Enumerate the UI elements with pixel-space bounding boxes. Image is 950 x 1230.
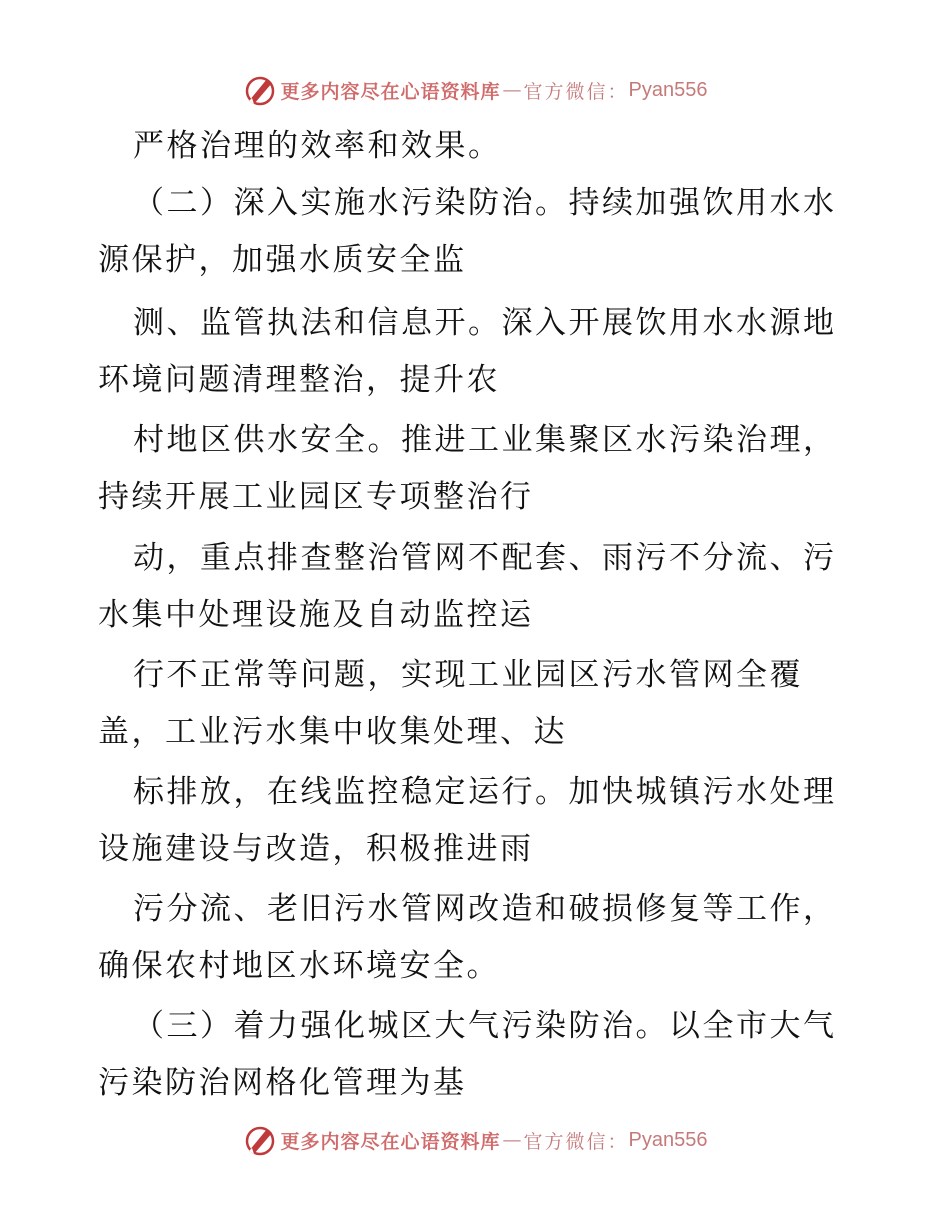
text-line: 动，重点排查整治管网不配套、雨污不分流、污 <box>133 540 837 576</box>
text-line: （三）着力强化城区大气污染防治。以全市大气 <box>133 1008 837 1044</box>
text-line: 盖，工业污水集中收集处理、达 <box>98 714 567 750</box>
text-line: 村地区供水安全。推进工业集聚区水污染治理， <box>133 422 837 458</box>
text-line: 污分流、老旧污水管网改造和破损修复等工作， <box>133 891 837 927</box>
text-line: 测、监管执法和信息开。深入开展饮用水水源地 <box>133 305 837 341</box>
text-line: 环境问题清理整治，提升农 <box>98 362 500 398</box>
banner-wechat-id: Pyan556 <box>628 1128 708 1151</box>
text-line: 污染防治网格化管理为基 <box>98 1065 467 1101</box>
header-watermark <box>0 70 950 110</box>
text-line: 持续开展工业园区专项整治行 <box>98 479 534 515</box>
text-line: 设施建设与改造，积极推进雨 <box>98 831 534 867</box>
text-line: 标排放，在线监控稳定运行。加快城镇污水处理 <box>133 774 837 810</box>
banner-wechat-label: 官方微信： <box>523 1130 629 1153</box>
banner-separator: — <box>502 1129 522 1151</box>
text-line: 水集中处理设施及自动监控运 <box>98 597 534 633</box>
banner-title: 更多内容尽在心语资料库 <box>280 80 501 103</box>
banner-title: 更多内容尽在心语资料库 <box>280 1130 501 1153</box>
pen-logo-icon <box>243 73 277 107</box>
pen-logo-icon <box>243 1123 277 1157</box>
banner-wechat-label: 官方微信： <box>523 80 629 103</box>
footer-watermark <box>0 1120 950 1160</box>
text-line: 严格治理的效率和效果。 <box>133 128 502 164</box>
text-line: 行不正常等问题，实现工业园区污水管网全覆 <box>133 657 803 693</box>
banner-separator: — <box>502 79 522 101</box>
banner-wechat-id: Pyan556 <box>628 78 708 101</box>
text-line: 确保农村地区水环境安全。 <box>98 948 500 984</box>
text-line: （二）深入实施水污染防治。持续加强饮用水水 <box>133 185 837 221</box>
text-line: 源保护，加强水质安全监 <box>98 242 467 278</box>
